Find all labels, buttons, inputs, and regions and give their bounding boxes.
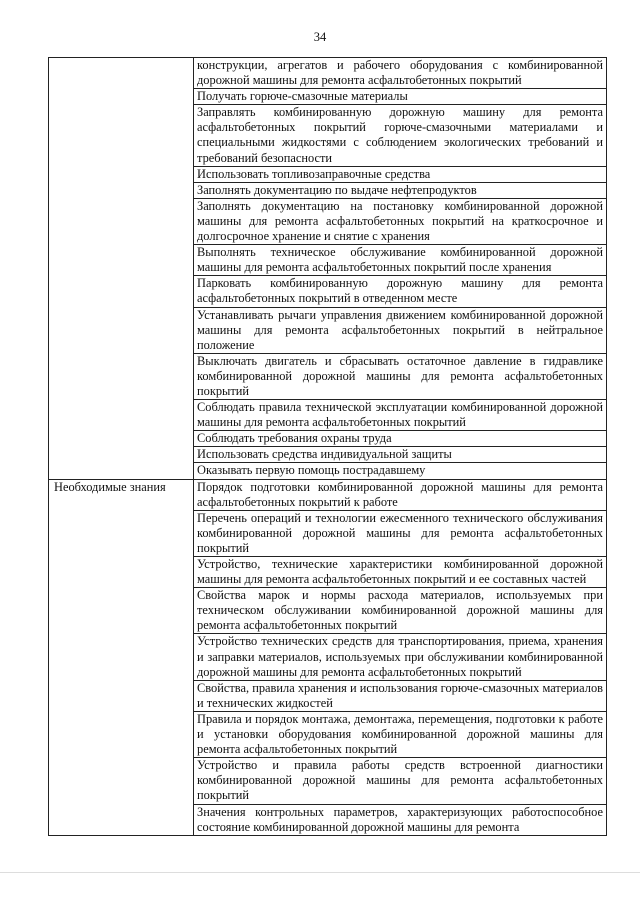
knowledge-cell <box>194 588 607 634</box>
knowledge-cell <box>194 711 607 757</box>
knowledge-cell <box>194 634 607 680</box>
skill-text: Выполнять техническое обслуживание комбинированной дорожной машины для ремонта асфальтобетонных покрытий после хранения <box>197 245 603 275</box>
table-row <box>49 479 607 510</box>
skill-cell <box>194 447 607 463</box>
skill-text: конструкции, агрегатов и рабочего оборудования с комбинированной дорожной машины для ремонта асфальтобетонных покрытий <box>197 58 603 88</box>
skill-cell <box>194 105 607 166</box>
skill-text: Заправлять комбинированную дорожную машину для ремонта асфальтобетонных покрытий горюче-смазочными материалами и специальными жидкостями с соблюдением экологических требований и требований безопасности <box>197 105 603 165</box>
knowledge-text: Свойства марок и нормы расхода материалов, используемых при техническом обслуживании комбинированной дорожной машины для ремонта асфальтобетонных покрытий <box>197 588 603 633</box>
skill-cell <box>194 463 607 479</box>
knowledge-cell <box>194 479 607 510</box>
page-number: 34 <box>313 30 327 44</box>
skill-text: Использовать средства индивидуальной защиты <box>197 447 452 462</box>
skill-text: Оказывать первую помощь пострадавшему <box>197 463 426 478</box>
knowledge-text: Значения контрольных параметров, характеризующих работоспособное состояние комбинированной дорожной машины для ремонта <box>197 804 603 834</box>
knowledge-cell <box>194 804 607 835</box>
knowledge-text: Свойства, правила хранения и использования горюче-смазочных материалов и технических жидкостей <box>197 680 603 710</box>
skill-text: Использовать топливозаправочные средства <box>197 166 431 181</box>
skill-text: Соблюдать правила технической эксплуатации комбинированной дорожной машины для ремонта асфальтобетонных покрытий <box>197 400 603 430</box>
skill-cell <box>194 276 607 307</box>
skill-text: Выключать двигатель и сбрасывать остаточное давление в гидравлике комбинированной дорожной машины для ремонта асфальтобетонных покрытий <box>197 353 603 398</box>
knowledge-cell <box>194 758 607 804</box>
scan-edge-divider <box>0 872 640 873</box>
skill-text: Получать горюче-смазочные материалы <box>197 89 408 104</box>
skill-cell <box>194 182 607 198</box>
skill-cell <box>194 198 607 244</box>
knowledge-label: Необходимые знания <box>49 479 194 835</box>
skill-cell <box>194 400 607 431</box>
competency-table <box>48 57 607 836</box>
skill-cell <box>194 353 607 399</box>
skill-text: Заполнять документацию по выдаче нефтепродуктов <box>197 182 477 197</box>
knowledge-text: Устройство и правила работы средств встроенной диагностики комбинированной дорожной машины для ремонта асфальтобетонных покрытий <box>197 758 603 803</box>
knowledge-text: Порядок подготовки комбинированной дорожной машины для ремонта асфальтобетонных покрытий к работе <box>197 479 603 509</box>
skill-cell <box>194 166 607 182</box>
skill-text: Соблюдать требования охраны труда <box>197 431 392 446</box>
knowledge-cell <box>194 557 607 588</box>
skill-cell <box>194 307 607 353</box>
skill-cell <box>194 431 607 447</box>
skill-text: Устанавливать рычаги управления движением комбинированной дорожной машины для ремонта асфальтобетонных покрытий в нейтральное положение <box>197 307 603 352</box>
knowledge-text: Перечень операций и технологии ежесменного технического обслуживания комбинированной дорожной машины для ремонта асфальтобетонных покрытий <box>197 510 603 555</box>
knowledge-cell <box>194 510 607 556</box>
knowledge-text: Устройство технических средств для транспортирования, приема, хранения и заправки материалов, используемых при обслуживании комбинированной дорожной машины для ремонта асфальтобетонных покрытий <box>197 634 603 679</box>
skills-label-cell <box>49 58 194 480</box>
knowledge-cell <box>194 680 607 711</box>
skill-cell <box>194 58 607 89</box>
table-row <box>49 58 607 89</box>
knowledge-text: Правила и порядок монтажа, демонтажа, перемещения, подготовки к работе и установки оборудования комбинированной дорожной машины для ремонта асфальтобетонных покрытий <box>197 711 603 757</box>
skill-text: Парковать комбинированную дорожную машину для ремонта асфальтобетонных покрытий в отведенном месте <box>197 276 603 306</box>
skill-cell <box>194 89 607 105</box>
skill-text: Заполнять документацию на постановку комбинированной дорожной машины для ремонта асфальтобетонных покрытий на краткосрочное и долгосрочное хранение и снятие с хранения <box>197 198 603 244</box>
knowledge-text: Устройство, технические характеристики комбинированной дорожной машины для ремонта асфальтобетонных покрытий и ее составных частей <box>197 557 603 587</box>
skill-cell <box>194 245 607 276</box>
